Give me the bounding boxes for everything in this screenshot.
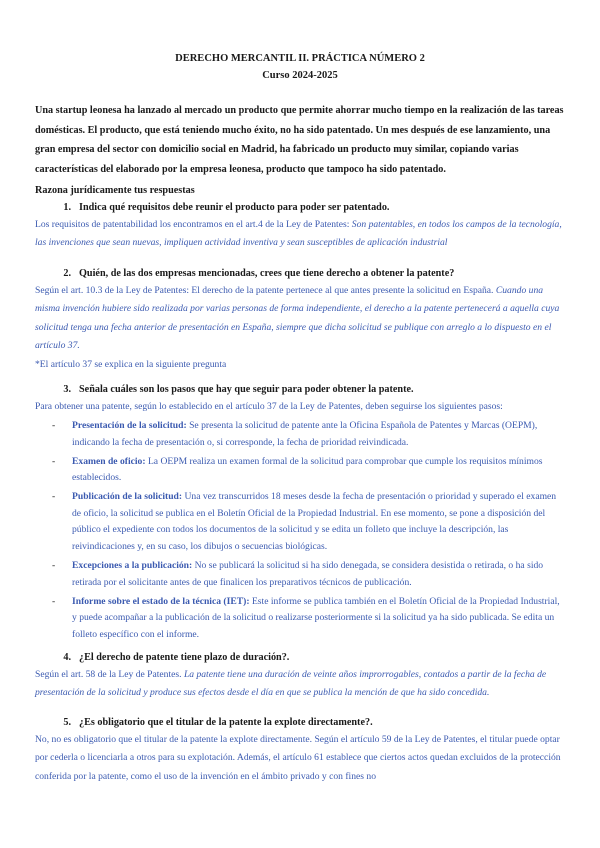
answer-quote: La patente tiene una duración de veinte años improrrogables, contados a partir de la fecha de presentación de la solicitud y produce sus efectos desde el día en que se publica la mención de que ha sido concedida. <box>35 669 547 699</box>
list-item <box>35 558 565 591</box>
answer-text: Los requisitos de patentabilidad los encontramos en el art.4 de la Ley de Patentes: <box>35 219 352 230</box>
steps-list <box>35 418 565 646</box>
step-label: Informe sobre el estado de la técnica (IET): <box>72 595 250 607</box>
list-item <box>35 454 565 487</box>
question-number: 5. <box>63 717 71 728</box>
answer-text: Según el art. 58 de la Ley de Patentes. <box>35 669 184 680</box>
document-title: DERECHO MERCANTIL II. PRÁCTICA NÚMERO 2 <box>175 53 425 64</box>
question-text: ¿El derecho de patente tiene plazo de duración?. <box>79 652 290 663</box>
question-4 <box>35 652 565 663</box>
list-item <box>35 489 565 555</box>
list-dash: - <box>52 595 56 607</box>
step-label: Examen de oficio: <box>72 455 146 467</box>
question-text: Indica qué requisitos debe reunir el producto para poder ser patentado. <box>79 202 390 213</box>
answer-text: No, no es obligatorio que el titular de la patente la explote directamente. Según el artículo 59 de la Ley de Patentes, el titular puede optar por cederla o licenciarla a otros para su explotación. Además, el artículo 61 establece que ciertos actos quedan excluidos de la protección conferida por la patente, como el uso de la invención en el ámbito privado y con fines no <box>35 734 561 782</box>
question-2 <box>35 268 565 279</box>
question-text: ¿Es obligatorio que el titular de la patente la explote directamente?. <box>79 717 373 728</box>
step-text: Este informe se publica también en el Boletín Oficial de la Propiedad Industrial, y puede acompañar a la publicación de la solicitud o realizarse posteriormente si la solicitud ya ha sido publicada. Se edita un folleto específico con el informe. <box>72 595 560 640</box>
answer-note: *El artículo 37 se explica en la siguiente pregunta <box>35 358 227 370</box>
list-item <box>35 594 565 644</box>
step-text: No se publicará la solicitud si ha sido denegada, se considera desistida o retirada, o ha sido retirada por el solicitante antes de que finalicen los preparativos técnicos de publicación. <box>72 559 544 588</box>
answer-4 <box>35 666 567 703</box>
question-3 <box>35 384 565 395</box>
step-label: Excepciones a la publicación: <box>72 559 193 571</box>
answer-2 <box>35 282 567 374</box>
question-number: 2. <box>63 268 71 279</box>
answer-1 <box>35 216 567 253</box>
list-item <box>35 418 565 451</box>
question-1 <box>35 202 565 213</box>
step-text: Se presenta la solicitud de patente ante la Oficina Española de Patentes y Marcas (OEPM), indicando la fecha de presentación o, si corresponde, la fecha de prioridad reivindicada. <box>72 420 538 448</box>
question-5 <box>35 717 565 728</box>
step-label: Presentación de la solicitud: <box>72 420 187 431</box>
question-number: 4. <box>63 652 71 663</box>
answer-quote: Son patentables, en todos los campos de la tecnología, las invenciones que sean nuevas, impliquen actividad inventiva y sean susceptibles de aplicación industrial <box>35 219 562 249</box>
question-number: 3. <box>63 384 71 395</box>
question-text: Señala cuáles son los pasos que hay que seguir para poder obtener la patente. <box>79 384 414 395</box>
answer-3-intro: Para obtener una patente, según lo establecido en el artículo 37 de la Ley de Patentes, deben seguirse los siguientes pasos: <box>35 401 503 412</box>
step-text: La OEPM realiza un examen formal de la solicitud para comprobar que cumple los requisitos mínimos establecidos. <box>72 455 543 484</box>
list-dash: - <box>52 455 56 467</box>
case-statement: Una startup leonesa ha lanzado al mercado un producto que permite ahorrar mucho tiempo en la realización de las tareas domésticas. El producto, que está teniendo mucho éxito, no ha sido patentado. Un mes después de ese lanzamiento, una gran empresa del sector con domicilio social en Madrid, ha fabricado un producto muy similar, copiando varias características del elaborado por la empresa leonesa, producto que tampoco ha sido patentado. <box>35 105 564 175</box>
instructions: Razona jurídicamente tus respuestas <box>35 185 195 196</box>
list-dash: - <box>52 559 56 571</box>
step-label: Publicación de la solicitud: <box>72 491 183 503</box>
list-dash: - <box>52 420 56 431</box>
question-number: 1. <box>63 202 71 213</box>
question-text: Quién, de las dos empresas mencionadas, crees que tiene derecho a obtener la patente? <box>79 268 455 279</box>
answer-text: Según el art. 10.3 de la Ley de Patentes: El derecho de la patente pertenece al que antes presente la solicitud en España. <box>35 285 496 296</box>
list-dash: - <box>52 491 56 503</box>
answer-5 <box>35 731 567 786</box>
course-label: Curso 2024-2025 <box>262 70 338 81</box>
step-text: Una vez transcurridos 18 meses desde la fecha de presentación o prioridad y superado el examen de oficio, la solicitud se publica en el Boletín Oficial de la Propiedad Industrial. En ese momento, se pone a disposición del público el expediente con todos los documentos de la solicitud y se edita un folleto que incluye la descripción, las reivindicaciones y, en su caso, los dibujos o secuencias biológicas. <box>72 491 557 552</box>
answer-quote: Cuando una misma invención hubiere sido realizada por varias personas de forma independiente, el derecho a la patente pertenecerá a aquella cuya solicitud tenga una fecha anterior de presentación en España, siempre que dicha solicitud se publique con arreglo a lo dispuesto en el artículo 37. <box>35 285 560 352</box>
